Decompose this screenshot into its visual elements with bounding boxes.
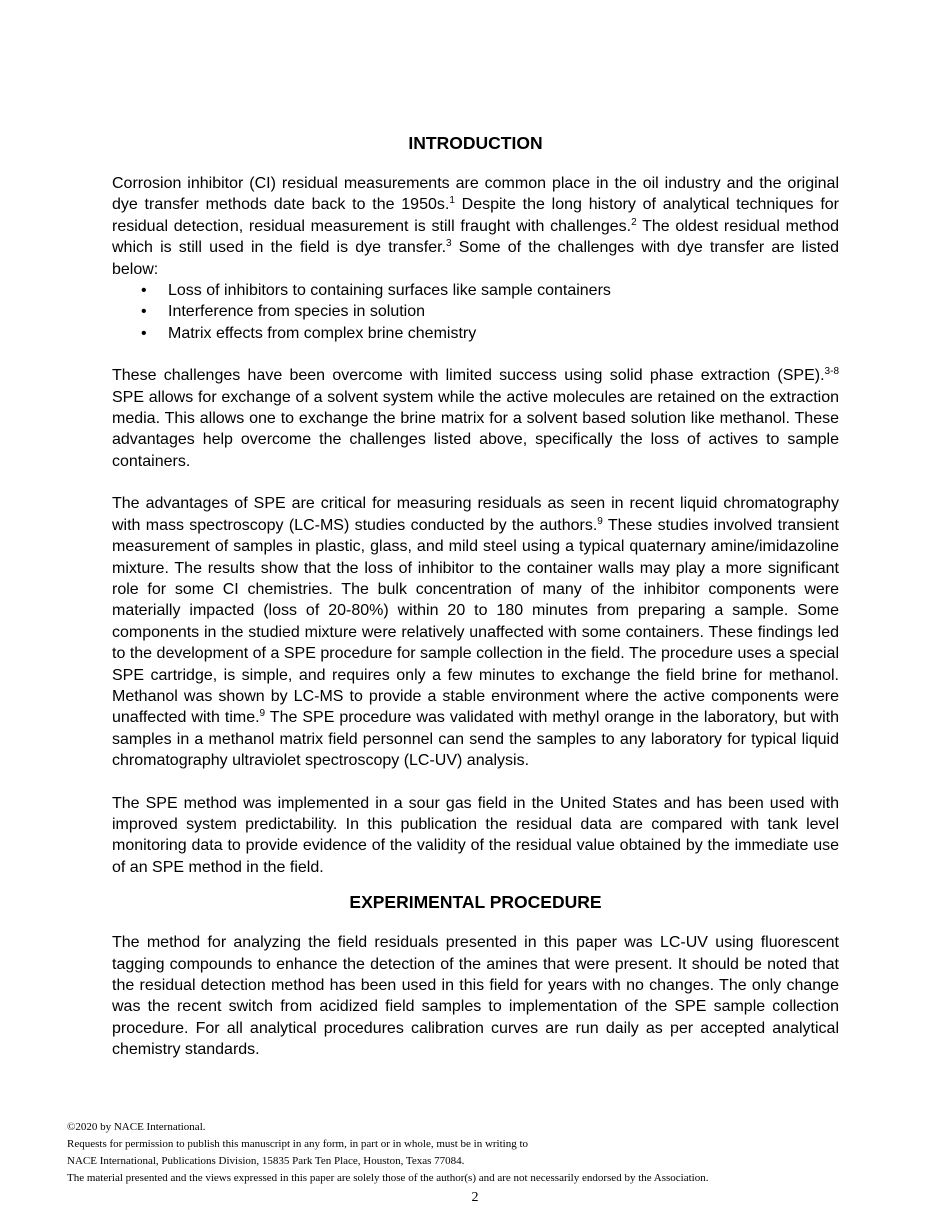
citation-ref: 3 bbox=[446, 238, 452, 250]
intro-paragraph-1 bbox=[112, 173, 839, 280]
copyright-line: ©2020 by NACE International. bbox=[67, 1121, 206, 1133]
text-run: Some of the challenges with dye transfer are listed below: bbox=[112, 239, 840, 278]
permission-line: Requests for permission to publish this manuscript in any form, in part or in whole, must be in writing to bbox=[67, 1138, 529, 1150]
bullet-icon: • bbox=[141, 324, 147, 342]
introduction-heading: INTRODUCTION bbox=[408, 133, 543, 153]
text-run: The oldest residual method which is still used in the field is dye transfer. bbox=[112, 217, 840, 257]
citation-ref: 3-8 bbox=[824, 366, 839, 378]
list-item-text: Matrix effects from complex brine chemistry bbox=[168, 324, 477, 342]
disclaimer-line: The material presented and the views expressed in this paper are solely those of the author(s) and are not necessarily endorsed by the Association. bbox=[67, 1172, 709, 1184]
text-run: Despite the long history of analytical techniques for residual detection, residual measurement is still fraught with challenges. bbox=[112, 196, 839, 235]
list-item bbox=[112, 323, 839, 344]
text-run: The advantages of SPE are critical for measuring residuals as seen in recent liquid chromatography with mass spectroscopy (LC-MS) studies conducted by the authors. bbox=[112, 495, 839, 534]
list-item bbox=[112, 280, 839, 301]
address-line: NACE International, Publications Division, 15835 Park Ten Place, Houston, Texas 77084. bbox=[67, 1155, 465, 1167]
main-content bbox=[112, 131, 839, 1061]
text-run: SPE allows for exchange of a solvent system while the active molecules are retained on the extraction media. This allows one to exchange the brine matrix for a solvent based solution like methanol. These advantages help overcome the challenges listed above, specifically the loss of actives to sample containers. bbox=[112, 388, 839, 470]
list-item-text: Interference from species in solution bbox=[168, 303, 426, 321]
experimental-procedure-heading: EXPERIMENTAL PROCEDURE bbox=[349, 892, 602, 913]
copyright-footer bbox=[67, 1119, 887, 1187]
bullet-icon: • bbox=[141, 303, 147, 321]
citation-ref: 1 bbox=[449, 195, 455, 207]
text-run: Corrosion inhibitor (CI) residual measurements are common place in the oil industry and the original dye transfer methods date back to the 1950s. bbox=[112, 175, 839, 214]
bullet-icon: • bbox=[141, 282, 147, 300]
citation-ref: 9 bbox=[597, 515, 603, 527]
challenges-list bbox=[112, 280, 839, 344]
intro-paragraph-2 bbox=[112, 365, 839, 472]
text-run: These studies involved transient measurement of samples in plastic, glass, and mild steel using a typical quaternary amine/imidazoline mixture. The results show that the loss of inhibitor to the container walls may play a more significant role for some CI chemistries. The bulk concentration of many of the inhibitor components were materially impacted (loss of 20-80%) within 20 to 180 minutes from preparing a sample. Some components in the studied mixture were relatively unaffected with some containers. These findings led to the development of a SPE procedure for sample collection in the field. The procedure uses a special SPE cartridge, is simple, and requires only a few minutes to exchange the field brine for methanol. Methanol was shown by LC-MS to provide a stable environment where the active components were unaffected with time. bbox=[112, 516, 839, 727]
intro-paragraph-3 bbox=[112, 493, 839, 771]
page-number: 2 bbox=[471, 1190, 479, 1205]
intro-paragraph-4: The SPE method was implemented in a sour gas field in the United States and has been used with improved system predictability. In this publication the residual data are compared with tank level monitoring data to provide evidence of the validity of the residual value obtained by the immediate use of an SPE method in the field. bbox=[112, 794, 839, 876]
list-item bbox=[112, 301, 839, 322]
experimental-paragraph-1: The method for analyzing the field residuals presented in this paper was LC-UV using fluorescent tagging compounds to enhance the detection of the amines that were present. It should be noted that the residual detection method has been used in this field for years with no changes. The only change was the recent switch from acidized field samples to implementation of the SPE sample collection procedure. For all analytical procedures calibration curves are run daily as per accepted analytical chemistry standards. bbox=[112, 934, 839, 1059]
list-item-text: Loss of inhibitors to containing surfaces like sample containers bbox=[168, 282, 611, 300]
text-run: These challenges have been overcome with limited success using solid phase extraction (SPE). bbox=[112, 367, 825, 385]
citation-ref: 9 bbox=[259, 708, 266, 720]
text-run: The SPE procedure was validated with methyl orange in the laboratory, but with samples in a methanol matrix field personnel can send the samples to any laboratory for typical liquid chromatography ultraviolet spectroscopy (LC-UV) analysis. bbox=[112, 709, 840, 770]
citation-ref: 2 bbox=[631, 216, 637, 228]
